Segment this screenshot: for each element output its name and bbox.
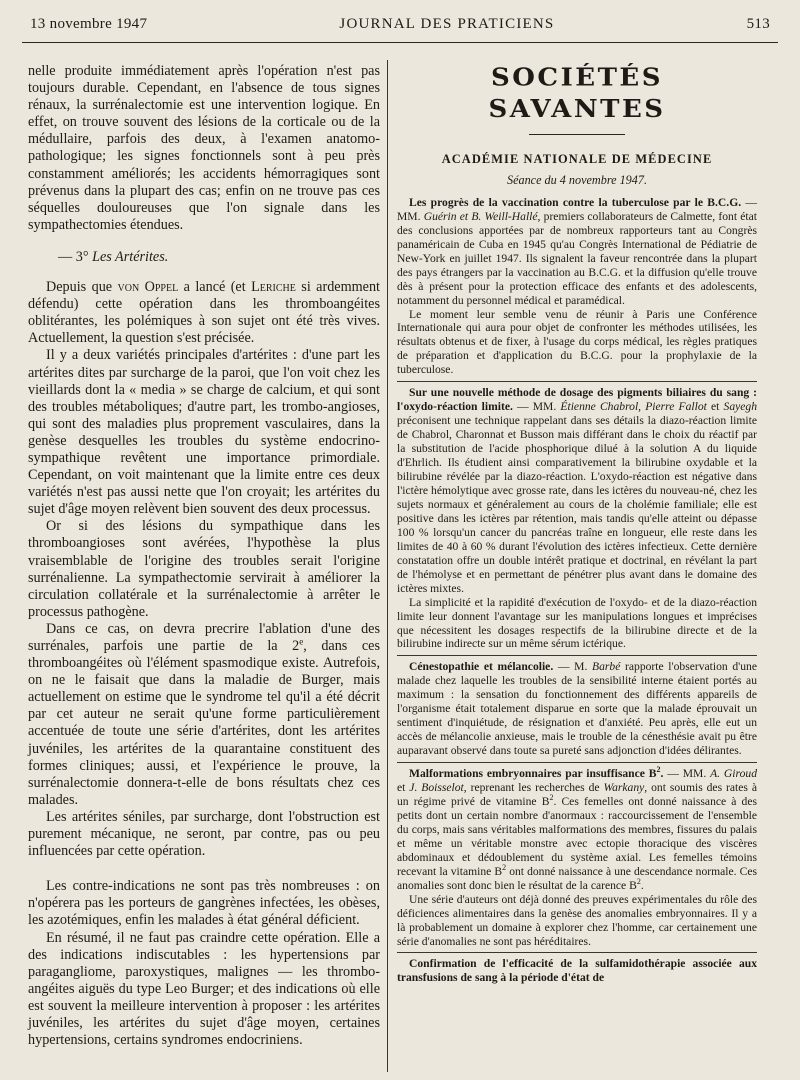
session-date: Séance du 4 novembre 1947.: [506, 172, 647, 187]
right-column: [397, 60, 757, 985]
author-name: Leriche: [251, 279, 296, 296]
article-item: Cénestopathie et mélancolie. — M. Barbé rapporte l'observation d'une malade chez laquelle les troubles de la sensibilité interne étaient portés au maximum : la sensation du fonctionnement des différents appareils de l'organisme était totalement disparue en sorte que la malade éprouvait un sentiment d'inquiétude, de résignation et d'anxiété. Peu après, elle eut un accès de mélancolie anxieuse, mais le trouble de la cénesthésie avait pu être auparavant observé dans toute sa pureté sans adjonction d'idées délirantes.: [397, 660, 757, 758]
paragraph: Les artérites séniles, par surcharge, dont l'obstruction est purement mécanique, ne seront, par contre, pas ou peu influencées par cette opération.: [28, 808, 380, 860]
title-rule: [529, 134, 625, 135]
article-title: Confirmation de l'efficacité de la sulfamidothérapie associée aux transfusions de sang à la période d'état de: [397, 957, 757, 985]
article-authors: J. Boisselot: [409, 781, 464, 795]
article-item: [397, 957, 757, 985]
header-rule: [22, 42, 778, 43]
paragraph: Le moment leur semble venu de réunir à Paris une Conférence Internationale qui aura pour objet de confronter les méthodes utilisées, les résultats obtenus et de fixer, à l'usage du corps médical, les règles pratiques de préparation et d'application du B.C.G. pour la prophylaxie de la tuberculose.: [397, 307, 757, 377]
paragraph: La simplicité et la rapidité d'exécution de l'oxydo- et de la diazo-réaction limite leur donnent l'avantage sur les manipulations longues et imprécises que nécessitent les dosages respectifs de la bilirubine directe et de la bilirubine indirecte sur un même sérum ictérique.: [397, 595, 757, 651]
article-authors: Sayegh: [723, 400, 757, 414]
paragraph: nelle produite immédiatement après l'opération n'est pas toujours durable. Cependant, en l'absence de tous signes rénaux, la surrénalectomie est une intervention logique. En effet, on trouve souvent des lésions de la corticale ou de la médullaire, parfois des deux, à l'examen anatomo-pathologique; les signes fonctionnels sont à peu près constamment améliorés; les accidents hémorragiques sont prévenus dans la plupart des cas; enfin on ne trouve pas ces séquelles douloureuses que l'on signale dans les sympathectomies étendues.: [28, 63, 380, 233]
left-column: [28, 63, 380, 1049]
article-item: Les progrès de la vaccination contre la tuberculose par le B.C.G. — MM. Guérin et B. Weill-Hallé, premiers collaborateurs de Calmette, font état des conclusions apportées par de nombreux rapporteurs tant au Congrès panaméricain de Cuba en 1945 qu'au Congrès International de Pédiatrie de New-York en juillet 1947. Ils signalent la faveur rencontrée dans la plupart des pays étrangers par la vaccination au B.C.G. et la diffusion qu'elle trouve dès à présent pour la protection efficace des enfants et des adolescents, notamment du personnel médical et paramédical.: [397, 195, 757, 307]
article-authors: A. Giroud: [710, 767, 757, 781]
paragraph: Dans ce cas, on devra precrire l'ablation d'une des surrénales, parfois une partie de la 2e, dans ces thromboangéites où l'élément spasmodique existe. Autrefois, on ne le faisait que dans la maladie de Burger, mais actuellement on estime que le syndrome tel qu'il a été décrit par cet auteur ne serait qu'une forme particulièrement accentuée de toute une série d'artérites, dont les artérites juvéniles, les artérites de la quarantaine constituent des formes cliniques; aussi, et l'expérience le prouve, la surrénalectomie donnera-t-elle de bons résultats chez ces malades.: [28, 620, 380, 808]
separator: [397, 655, 757, 656]
article-authors: Guérin et B. Weill-Hallé: [423, 209, 538, 223]
article-authors: Étienne Chabrol, Pierre Fallot: [560, 400, 707, 414]
issue-date: 13 novembre 1947: [30, 16, 148, 32]
section-heading: [28, 249, 380, 266]
academy-heading: ACADÉMIE NATIONALE DE MÉDECINE: [441, 152, 713, 166]
author-name: von Oppel: [117, 279, 179, 296]
page-number: 513: [746, 16, 770, 32]
separator: [397, 381, 757, 382]
cited-author: Warkany: [603, 781, 645, 795]
paragraph: Il y a deux variétés principales d'artérites : d'une part les artérites dites par surcharge de la paroi, que l'on voit chez les vieillards dont la « media » se charge de calcium, et qui sont des troubles métaboliques; d'autre part, les trombo-angioses, qui sont des maladies plus proprement vasculaires, dans la genèse desquelles les troubles du système endocrino-sympathique revêtent une importance primordiale. Cependant, on voit maintenant que la limite entre ces deux variétés n'est pas aussi nette que l'on croyait; les artérites du sujet d'âge moyen relèvent bien souvent des deux processus.: [28, 347, 380, 518]
article-title: Malformations embryonnaires par insuffisance $B^2$.: [409, 765, 664, 781]
article-title: Les progrès de la vaccination contre la tuberculose par le B.C.G.: [409, 195, 742, 209]
journal-title: JOURNAL DES PRATICIENS: [339, 16, 555, 32]
article-item: Malformations embryonnaires par insuffisance $B^2$. — MM. A. Giroud et J. Boisselot, reprenant les recherches de Warkany, ont soumis des rates à un régime privé de vitamine $B^2$. Ces femelles ont donné naissance à des petits dont un certain nombre d'anormaux : raccourcissement de l'ensemble du corps, mais sans véritables malformations des membres, fissures du palais et même un véritable monstre avec ectopie thoracique des viscères abdominaux et dédoublement du système axial. Les femelles témoins recevant la vitamine $B^2$ ont donné naissance à une descendance normale. Ces anomalies sont donc bien le résultat de la carence $B^2$.: [397, 765, 757, 892]
paragraph: En résumé, il ne faut pas craindre cette opération. Elle a des indications indiscutables : les hypertensions par paragangliome, paroxystiques, malignes — les thrombo-angéites aiguës du type Leo Burger; et des indications où elle est souvent la meilleure intervention à proposer : les artérites juvéniles, les artérites du sujet d'âge moyen, certaines hypertensions, certains syndromes endocriniens.: [28, 929, 380, 1049]
running-head: [30, 16, 770, 38]
article-title: Cénestopathie et mélancolie.: [409, 660, 554, 674]
article-item: Sur une nouvelle méthode de dosage des pigments biliaires du sang : l'oxydo-réaction limite. — MM. Étienne Chabrol, Pierre Fallot et Sayegh préconisent une technique rappelant dans ses détails la diazo-réaction limite de Chabrol, Charonnat et Busson mais différant dans le choix du réactif par la substitution de l'acide phosphorique dilué à la solution A du liquide d'Ehrlich. Ils étudient ainsi comparativement la bilirubine oxydable et la bilirubine révélée par la diazo-réaction. L'oxydo-réaction est négative dans l'ictère hémolytique avec grosse rate, dans les ictères du nouveau-né, chez les sujets normaux et généralement au cours de la cholémie familiale; elle est positive dans les ictères par rétention, mais tandis qu'elle atteint ou dépasse 100 % lorsqu'un cancer du pancréas traîne en longueur, elle reste dans les limites de 40 à 60 % durant l'évolution des ictères infectieux. Cette dernière constatation offre un double intérêt pratique et doctrinal, en révélant la part de l'hémolyse et en permettant de pénétrer plus avant dans le domaine des ictères mixtes.: [397, 386, 757, 595]
separator: [397, 952, 757, 953]
article-authors: Barbé: [592, 660, 621, 674]
section-number: — 3°: [58, 248, 93, 265]
article-title: Sur une nouvelle méthode de dosage des pigments biliaires du sang : l'oxydo-réaction limite.: [397, 386, 757, 414]
column-divider: [387, 60, 388, 1072]
section-title: Les Artérites.: [92, 248, 169, 265]
paragraph: Les contre-indications ne sont pas très nombreuses : on n'opérera pas les porteurs de gangrènes infectées, les obèses, les azotémiques, enfin les malades à état général déficient.: [28, 878, 380, 929]
separator: [397, 762, 757, 763]
section-title: SOCIÉTÉS SAVANTES: [488, 64, 666, 124]
paragraph: Or si des lésions du sympathique dans les thromboangioses sont avérées, l'hypothèse la plus vraisemblable de l'origine des troubles serait l'origine surrénalienne. La sympathectomie servirait à améliorer la circulation collatérale et la surrénalectomie à arrêter le processus pathogène.: [28, 518, 380, 620]
paragraph: Depuis que von Oppel a lancé (et Leriche si ardemment défendu) cette opération dans les thromboangéites oblitérantes, les polémiques à son sujet ont été très vives. Actuellement, la question s'est précisée.: [28, 279, 380, 347]
paragraph: Une série d'auteurs ont déjà donné des preuves expérimentales du rôle des déficiences alimentaires dans la genèse des anomalies embryonnaires. Il y a là probablement un domaine à explorer chez l'homme, car certainement une série d'anomalies ne sont pas héréditaires.: [397, 892, 757, 948]
